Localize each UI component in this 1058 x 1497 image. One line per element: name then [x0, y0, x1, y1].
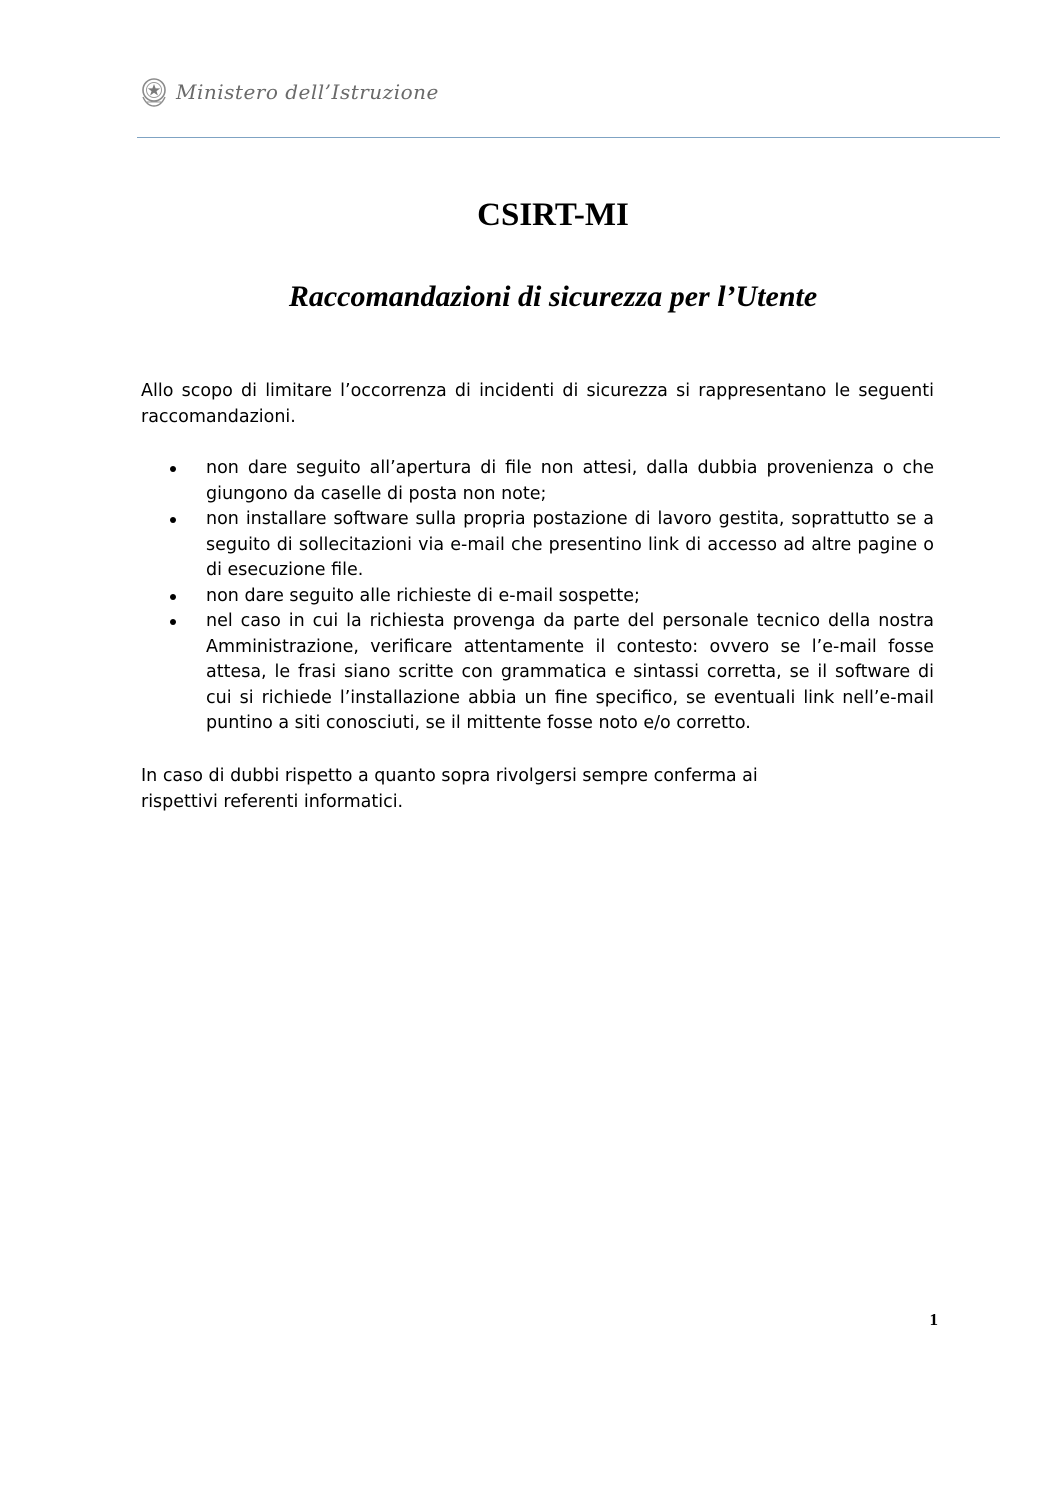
list-item: [141, 584, 934, 610]
list-item-text: non installare software sulla propria postazione di lavoro gestita, soprattutto se a seguito di sollecitazioni via e-mail che presentino link di accesso ad altre pagine o di esecuzione file.: [206, 509, 934, 580]
header-divider: [137, 137, 1000, 138]
document-subtitle: Raccomandazioni di sicurezza per l’Utente: [288, 280, 818, 313]
bullet-icon: [170, 594, 176, 600]
page-number: 1: [929, 1310, 938, 1329]
document-title: CSIRT-MI: [477, 197, 629, 233]
list-item-text: non dare seguito all’apertura di file non attesi, dalla dubbia provenienza o che giungono da caselle di posta non note;: [206, 458, 934, 504]
bullet-icon: [170, 619, 176, 625]
document-header: [140, 72, 439, 112]
italian-republic-emblem-icon: [140, 75, 168, 109]
intro-paragraph: Allo scopo di limitare l’occorrenza di incidenti di sicurezza si rappresentano le seguenti raccomandazioni.: [141, 381, 934, 427]
closing-paragraph: In caso di dubbi rispetto a quanto sopra rivolgersi sempre conferma ai rispettivi referenti informatici.: [141, 766, 758, 812]
ministry-name: Ministero dell’Istruzione: [176, 80, 439, 104]
bullet-icon: [170, 466, 176, 472]
list-item: [141, 507, 934, 584]
bullet-icon: [170, 517, 176, 523]
list-item: [141, 456, 934, 507]
list-item-text: non dare seguito alle richieste di e-mail sospette;: [206, 585, 640, 606]
list-item-text: nel caso in cui la richiesta provenga da parte del personale tecnico della nostra Amministrazione, verificare attentamente il contesto: ovvero se l’e-mail fosse attesa, le frasi siano scritte con grammatica e sintassi corretta, se il software di cui si richiede l’installazione abbia un fine specifico, se eventuali link nell’e-mail puntino a siti conosciuti, se il mittente fosse noto e/o corretto.: [206, 611, 934, 733]
list-item: [141, 609, 934, 737]
recommendations-list: [141, 456, 934, 737]
